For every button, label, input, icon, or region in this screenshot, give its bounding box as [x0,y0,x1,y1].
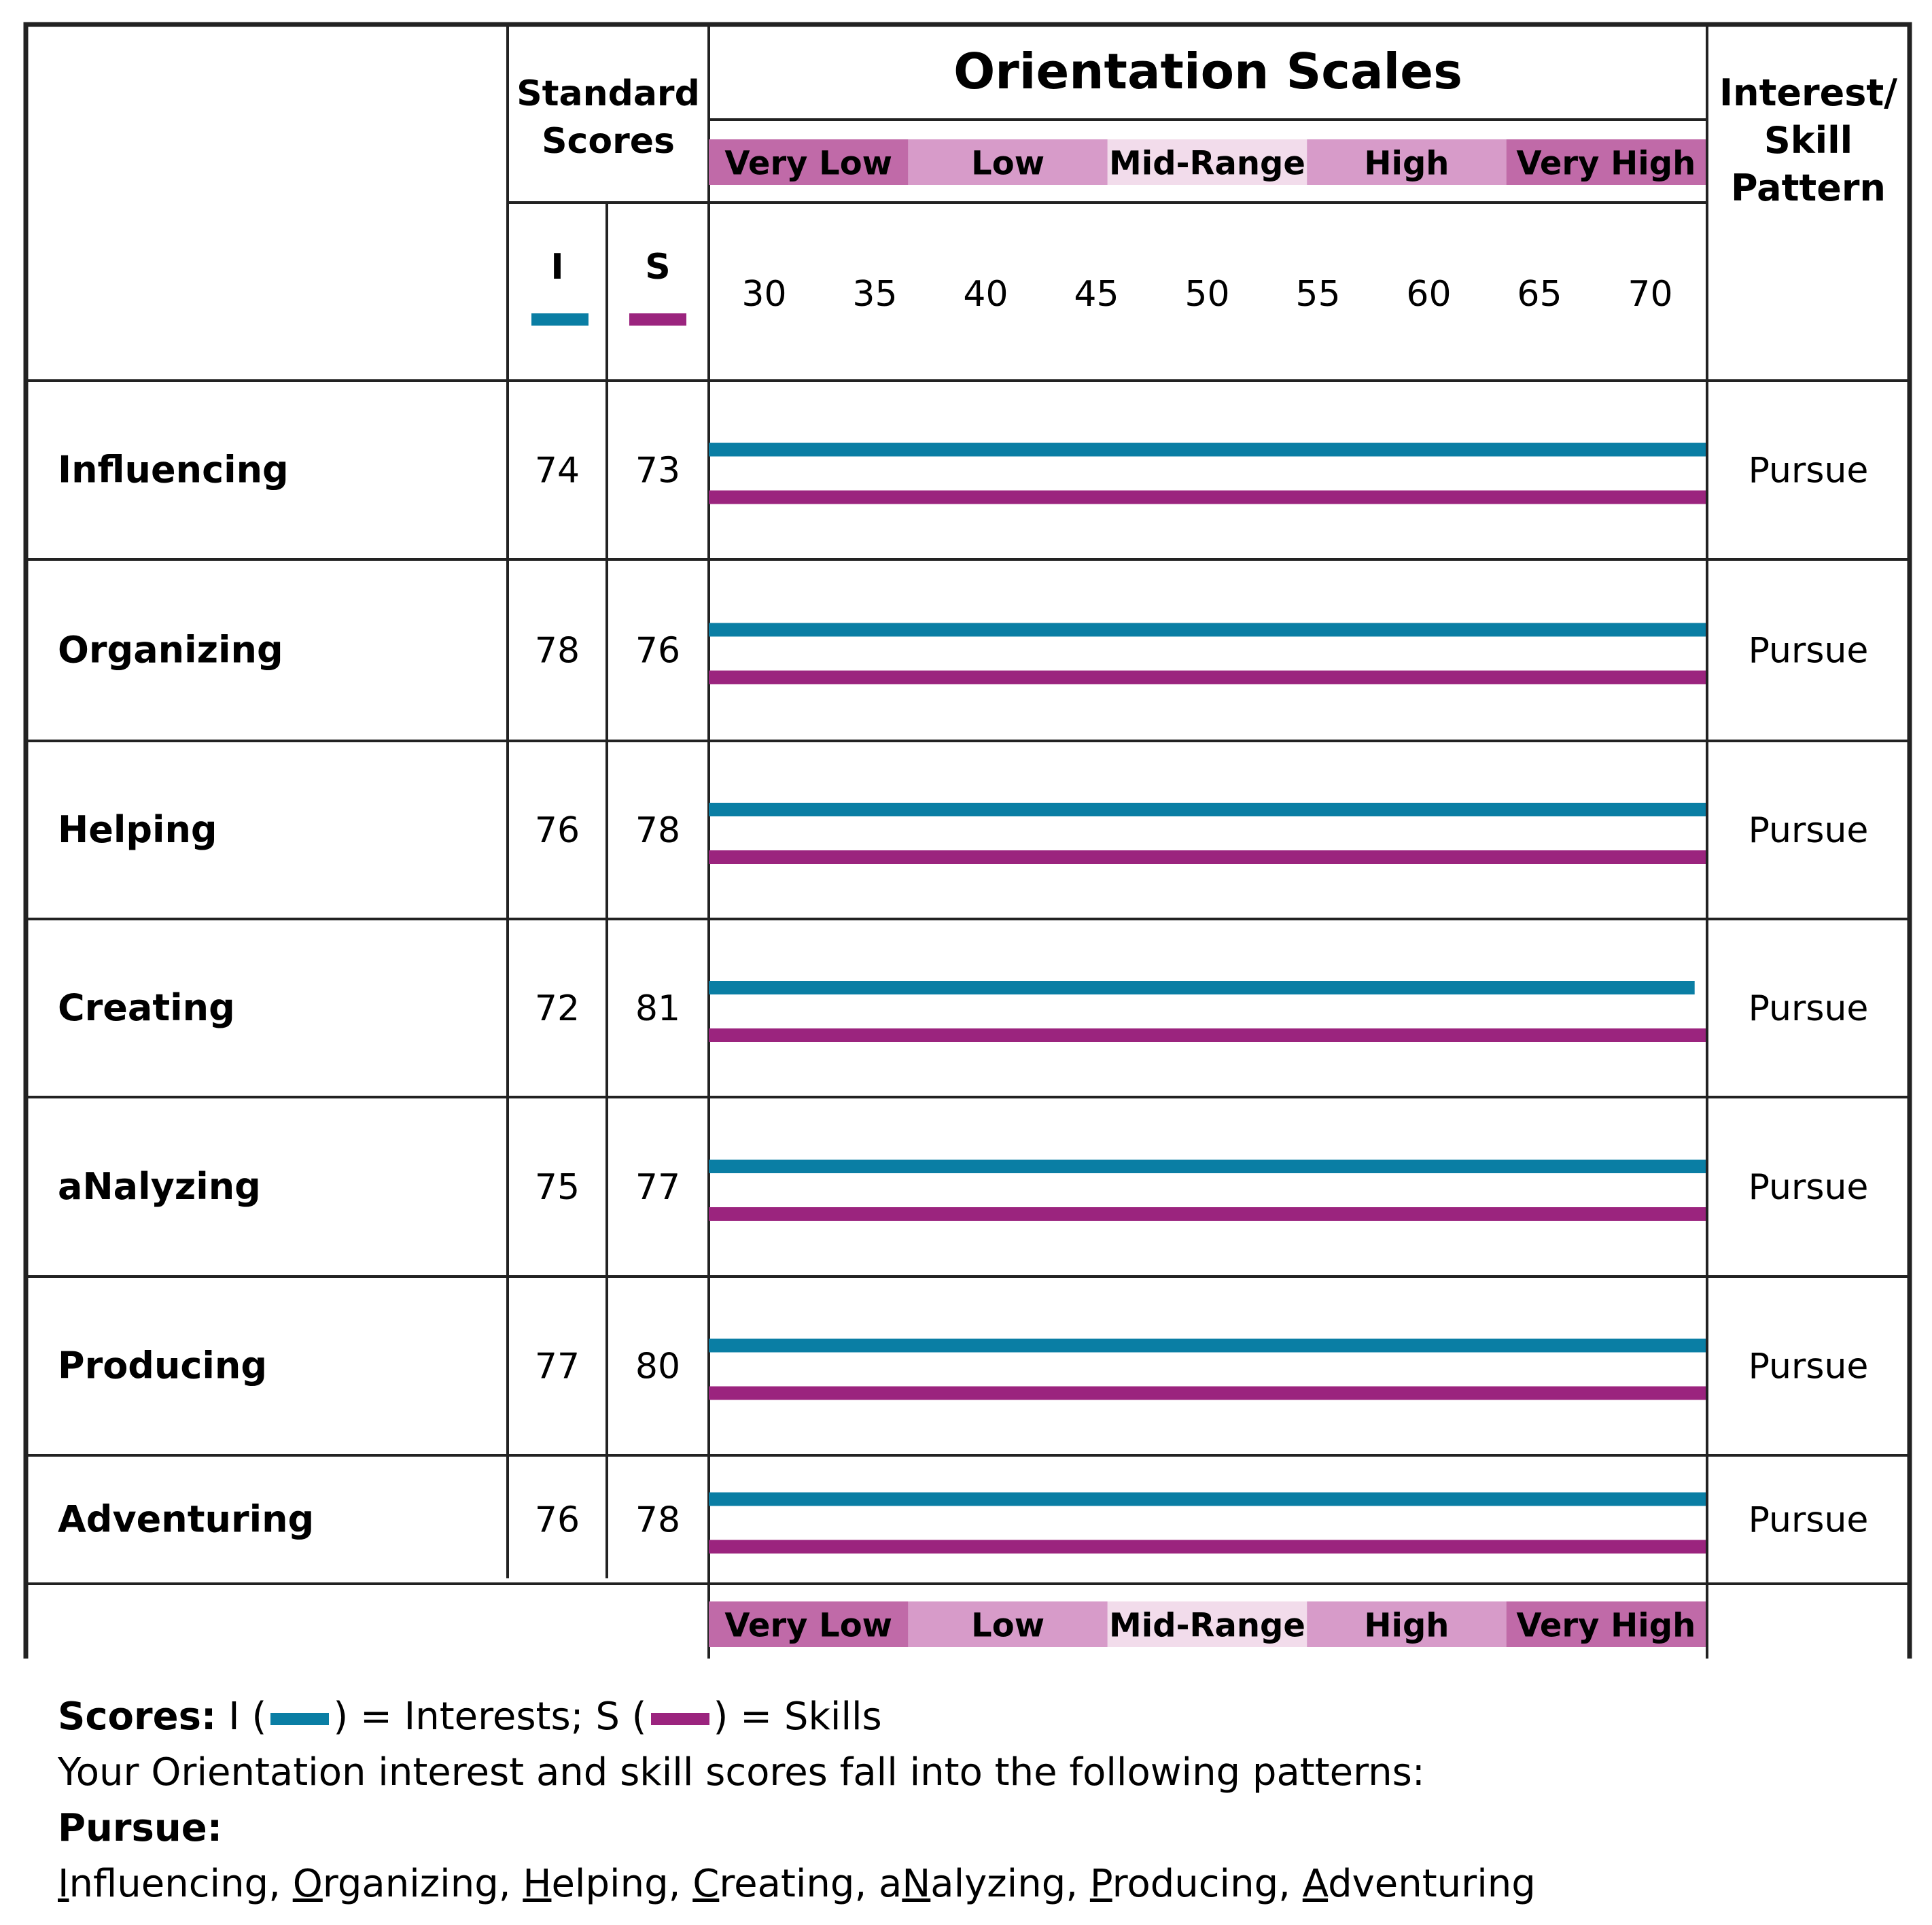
tick-label: 60 [1406,274,1452,315]
skill-score: 80 [635,1346,681,1387]
interest-score: 76 [534,1499,580,1541]
skill-bar [709,850,1706,864]
interest-score: 78 [534,630,580,672]
pursue-item-rest: reating, [719,1862,879,1906]
skill-score: 77 [635,1167,681,1208]
skill-score: 73 [635,450,681,491]
interest-score: 75 [534,1167,580,1208]
band-label: Very Low [724,1606,893,1645]
band-label: High [1364,144,1450,183]
scores-label: Scores: [58,1695,217,1739]
interest-score: 72 [534,988,580,1029]
skill-bar [709,1387,1706,1400]
interest-bar [709,1339,1706,1353]
skill-bar [709,1540,1706,1554]
pursue-item-initial: H [523,1862,552,1906]
band-label: Very High [1516,144,1696,183]
pursue-item-rest: roducing, [1112,1862,1303,1906]
tick-label: 70 [1628,274,1673,315]
pursue-item-prefix: a [879,1862,902,1906]
band-label: Mid-Range [1109,1606,1305,1645]
band-label: Very Low [724,144,893,183]
skill-legend-swatch [629,313,686,326]
row-label: Organizing [58,628,283,672]
pattern-value: Pursue [1748,1167,1869,1208]
scores-legend [58,1689,1893,1745]
row-label: Adventuring [58,1497,315,1541]
skill-bar [709,671,1706,684]
pattern-value: Pursue [1748,810,1869,851]
pattern-column-label: Skill [1763,119,1853,162]
band-label: High [1364,1606,1450,1645]
interest-bar [709,623,1706,637]
row-label: Creating [58,986,235,1029]
tick-label: 50 [1184,274,1230,315]
skill-swatch [651,1713,709,1725]
pursue-list [58,1856,1893,1912]
row-label: Helping [58,808,217,851]
interest-bar [709,981,1695,994]
pursue-item-initial: P [1089,1862,1112,1906]
skill-score: 81 [635,988,681,1029]
table-frame [26,24,1910,1659]
interest-bar [709,1493,1706,1506]
interest-score: 77 [534,1346,580,1387]
pattern-value: Pursue [1748,630,1869,672]
chart-title: Orientation Scales [953,43,1462,100]
tick-label: 65 [1517,274,1562,315]
interest-score: 76 [534,810,580,851]
pursue-item-initial: I [58,1862,69,1906]
skill-score: 78 [635,810,681,851]
band-label: Low [971,1606,1045,1645]
pursue-label: Pursue: [58,1806,223,1850]
pattern-value: Pursue [1748,1346,1869,1387]
scores-i-end: ) = Interests; S ( [333,1695,647,1739]
row-label: Influencing [58,448,289,491]
pursue-item-rest: rganizing, [322,1862,523,1906]
skill-bar [709,1207,1706,1221]
pattern-column-label: Interest/ [1719,71,1897,114]
skill-score: 78 [635,1499,681,1541]
interest-bar [709,443,1706,457]
interest-score: 74 [534,450,580,491]
scores-i-text: I ( [228,1695,267,1739]
tick-label: 55 [1295,274,1341,315]
scores-s-end: ) = Skills [713,1695,882,1739]
interest-bar [709,1160,1706,1173]
band-label: Mid-Range [1109,144,1305,183]
row-label: Producing [58,1344,268,1387]
tick-label: 30 [741,274,787,315]
standard-scores-label: Scores [542,121,675,162]
skill-score: 76 [635,630,681,672]
pattern-value: Pursue [1748,988,1869,1029]
pursue-item-rest: nfluencing, [69,1862,293,1906]
pursue-item-initial: O [292,1862,323,1906]
tick-label: 40 [963,274,1008,315]
skill-bar [709,1028,1706,1042]
pattern-value: Pursue [1748,450,1869,491]
band-label: Very High [1516,1606,1696,1645]
row-label: aNalyzing [58,1165,261,1208]
skill-column-label: S [645,247,671,288]
pattern-value: Pursue [1748,1499,1869,1541]
patterns-text: Your Orientation interest and skill scores fall into the following patterns: [58,1750,1425,1794]
pursue-item-initial: N [902,1862,931,1906]
tick-label: 45 [1074,274,1119,315]
interest-swatch [270,1713,329,1725]
interest-legend-swatch [531,313,589,326]
interest-bar [709,803,1706,816]
pursue-item-rest: dventuring [1328,1862,1536,1906]
tick-label: 35 [852,274,898,315]
band-label: Low [971,144,1045,183]
pattern-column-label: Pattern [1731,167,1886,209]
pursue-item-initial: C [692,1862,720,1906]
standard-scores-label: Standard [516,73,700,114]
pursue-item-initial: A [1302,1862,1329,1906]
pursue-item-rest: elping, [551,1862,693,1906]
pursue-item-rest: alyzing, [930,1862,1090,1906]
skill-bar [709,491,1706,504]
chart-footer [58,1689,1893,1912]
interest-column-label: I [550,247,564,288]
